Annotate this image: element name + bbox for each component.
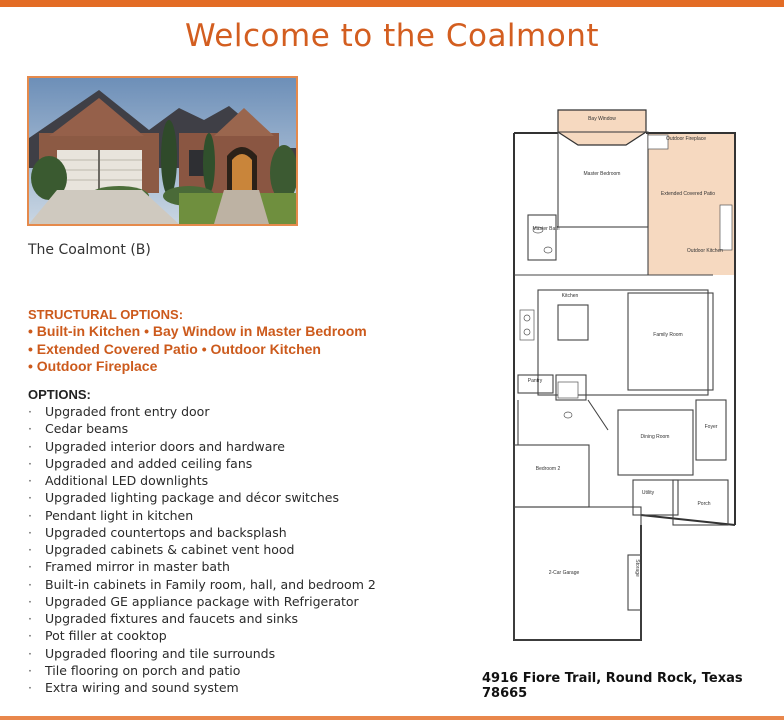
list-item: · Upgraded lighting package and décor switches <box>28 490 339 506</box>
plan-label-family-room: Family Room <box>653 332 683 338</box>
plan-label-outdoor-fireplace: Outdoor Fireplace <box>665 136 707 142</box>
list-item: · Additional LED downlights <box>28 473 209 488</box>
list-item: • Built-in Kitchen • Bay Window in Master Bedroom <box>28 323 367 339</box>
list-item: · Upgraded interior doors and hardware <box>28 438 285 454</box>
list-item: · Built-in cabinets in Family room, hall, and bedroom 2 <box>28 576 376 592</box>
address: 4916 Fiore Trail, Round Rock, Texas 78665 <box>482 671 743 701</box>
plan-label-outdoor-kitchen: Outdoor Kitchen <box>686 248 724 254</box>
list-item: · Tile flooring on porch and patio <box>28 662 241 678</box>
list-item: · Pendant light in kitchen <box>28 507 194 523</box>
bottom-accent-bar <box>0 716 784 720</box>
plan-label-bedroom-2: Bedroom 2 <box>535 466 561 472</box>
plan-label-extended-covered-patio: Extended Covered Patio <box>660 191 716 197</box>
top-accent-bar <box>0 0 784 7</box>
list-item: · Upgraded and added ceiling fans <box>28 455 253 471</box>
options-heading: OPTIONS: <box>28 387 91 402</box>
list-item: · Upgraded cabinets & cabinet vent hood <box>28 542 295 557</box>
floor-plan <box>498 100 748 645</box>
list-item: · Upgraded flooring and tile surrounds <box>28 645 276 661</box>
plan-label-master-bath: Master Bath <box>532 226 560 232</box>
structural-options-heading: STRUCTURAL OPTIONS: <box>28 307 184 322</box>
plan-label-foyer: Foyer <box>704 424 718 430</box>
plan-label-kitchen: Kitchen <box>561 293 579 299</box>
list-item: · Upgraded countertops and backsplash <box>28 524 287 540</box>
house-photo <box>27 76 298 226</box>
plan-label-pantry: Pantry <box>527 378 543 384</box>
plan-label-garage: 2-Car Garage <box>548 570 580 576</box>
list-item: · Upgraded front entry door <box>28 404 210 419</box>
plan-label-utility: Utility <box>641 490 655 496</box>
list-item: · Upgraded fixtures and faucets and sinks <box>28 611 299 626</box>
list-item: · Pot filler at cooktop <box>28 628 167 644</box>
plan-label-storage: Storage <box>634 559 640 577</box>
list-item: • Extended Covered Patio • Outdoor Kitchen <box>28 340 321 357</box>
page-title: Welcome to the Coalmont <box>184 18 600 54</box>
options-list <box>28 403 376 696</box>
plan-label-master-bedroom: Master Bedroom <box>583 171 621 177</box>
list-item: · Cedar beams <box>28 421 129 437</box>
list-item: • Outdoor Fireplace <box>28 358 158 374</box>
photo-caption: The Coalmont (B) <box>28 242 151 258</box>
list-item: · Extra wiring and sound system <box>28 680 239 695</box>
plan-label-dining-room: Dining Room <box>640 434 670 440</box>
structural-options-list <box>28 323 367 376</box>
list-item: · Framed mirror in master bath <box>28 559 230 575</box>
plan-label-porch: Porch <box>697 501 711 507</box>
list-item: · Upgraded GE appliance package with Refrigerator <box>28 593 359 609</box>
plan-label-bay-window: Bay Window <box>588 116 616 122</box>
